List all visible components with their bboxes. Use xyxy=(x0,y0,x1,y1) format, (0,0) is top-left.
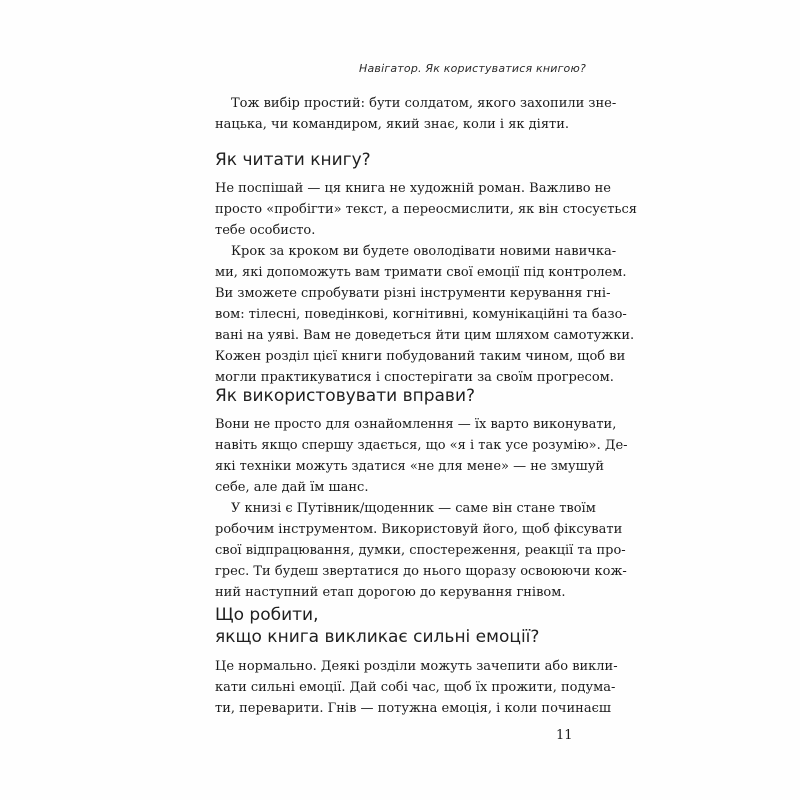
body-line: просто «пробігти» текст, а переосмислити, як він стосується xyxy=(215,202,637,217)
body-line: себе, але дай їм шанс. xyxy=(215,480,369,495)
intro-line: Тож вибір простий: бути солдатом, якого захопили зне- xyxy=(231,96,617,111)
page-number: 11 xyxy=(556,728,573,743)
body-line: тебе особисто. xyxy=(215,223,316,238)
body-line: Це нормально. Деякі розділи можуть зачепити або викли- xyxy=(215,659,618,674)
body-line: вом: тілесні, поведінкові, когнітивні, комунікаційні та базо- xyxy=(215,307,627,322)
body-line: могли практикуватися і спостерігати за своїм прогресом. xyxy=(215,370,614,385)
body-line: Ви зможете спробувати різні інструменти керування гні- xyxy=(215,286,611,301)
body-line: ми, які допоможуть вам тримати свої емоції під контролем. xyxy=(215,265,627,280)
body-line: Кожен розділ цієї книги побудований таким чином, щоб ви xyxy=(215,349,626,364)
section-heading-how-to-read: Як читати книгу? xyxy=(215,150,371,170)
body-line: Вони не просто для ознайомлення — їх варто виконувати, xyxy=(215,417,617,432)
section-heading-strong-emotions: якщо книга викликає сильні емоції? xyxy=(215,627,540,647)
body-line: У книзі є Путівник/щоденник — саме він стане твоїм xyxy=(231,501,596,516)
body-line: свої відпрацювання, думки, спостереження, реакції та про- xyxy=(215,543,626,558)
body-line: Не поспішай — ця книга не художній роман. Важливо не xyxy=(215,181,612,196)
body-line: робочим інструментом. Використовуй його, щоб фіксувати xyxy=(215,522,623,537)
body-line: навіть якщо спершу здається, що «я і так усе розумію». Де- xyxy=(215,438,628,453)
running-head: Навігатор. Як користуватися книгою? xyxy=(359,62,586,75)
body-line: кати сильні емоції. Дай собі час, щоб їх прожити, подума- xyxy=(215,680,616,695)
body-line: грес. Ти будеш звертатися до нього щоразу освоюючи кож- xyxy=(215,564,627,579)
body-line: ний наступний етап дорогою до керування гнівом. xyxy=(215,585,566,600)
body-line: ти, переварити. Гнів — потужна емоція, і коли починаєш xyxy=(215,701,611,716)
body-line: які техніки можуть здатися «не для мене» — не змушуй xyxy=(215,459,605,474)
body-line: вані на уяві. Вам не доведеться йти цим шляхом самотужки. xyxy=(215,328,635,343)
body-line: Крок за кроком ви будете оволодівати новими навичка- xyxy=(231,244,617,259)
intro-line: нацька, чи командиром, який знає, коли і як діяти. xyxy=(215,117,570,132)
section-heading-strong-emotions: Що робити, xyxy=(215,605,319,625)
section-heading-exercises: Як використовувати вправи? xyxy=(215,386,476,406)
